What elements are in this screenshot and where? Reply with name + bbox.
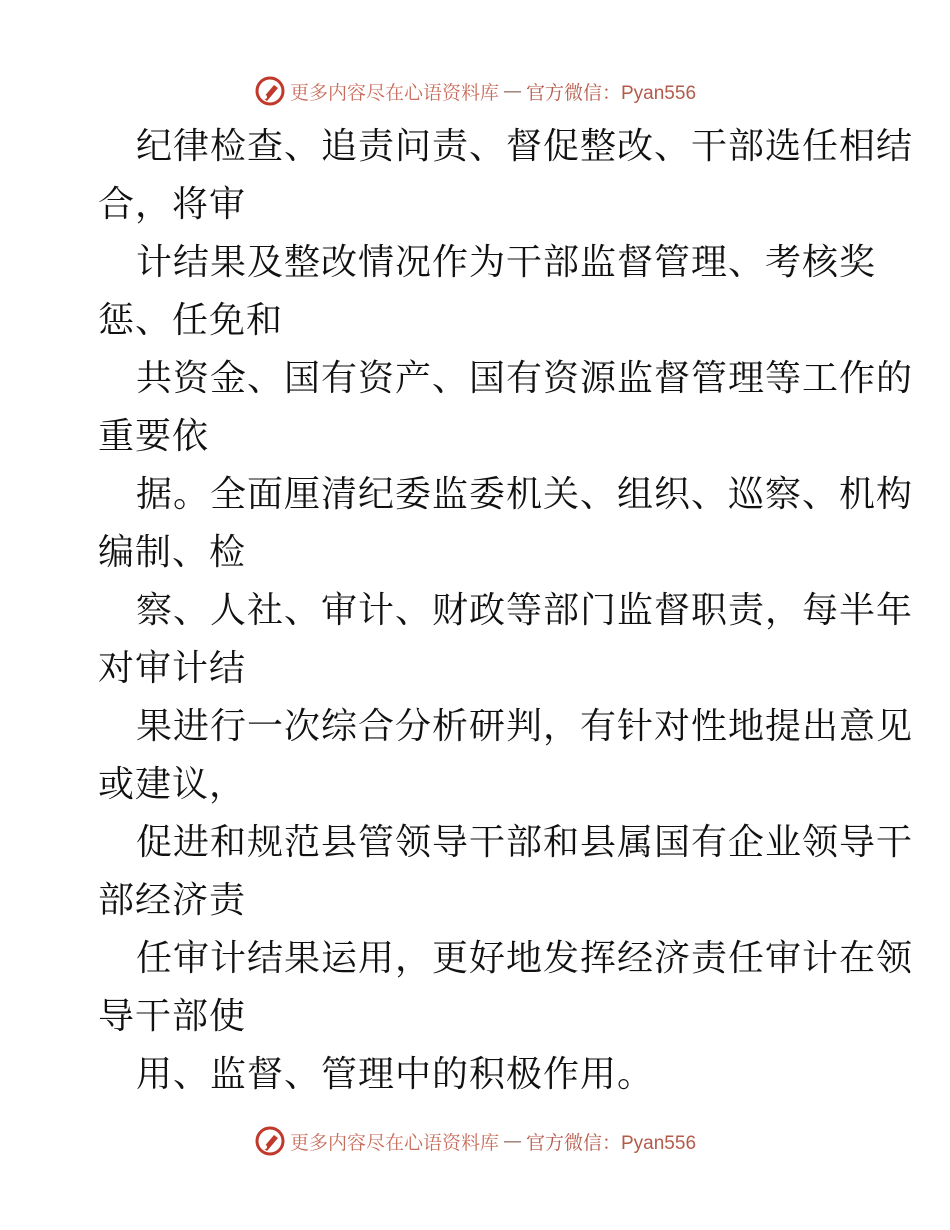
watermark-dash: — xyxy=(503,80,522,102)
watermark-contact: 官方微信：Pyan556 xyxy=(526,82,697,104)
pen-logo-icon xyxy=(254,75,286,107)
paragraph-line: 用、监督、管理中的积极作用。 xyxy=(136,1054,655,1095)
paragraph-line: 促进和规范县管领导干部和县属国有企业领导干 xyxy=(136,822,914,863)
paragraph-6 xyxy=(98,698,914,814)
pen-logo-icon xyxy=(254,1125,286,1157)
paragraph-line: 果进行一次综合分析研判，有针对性地提出意见 xyxy=(136,706,914,747)
paragraph-line: 对审计结 xyxy=(98,648,247,689)
paragraph-8 xyxy=(98,930,914,1046)
watermark-text: 更多内容尽在心语资料库 xyxy=(289,81,499,104)
paragraph-line: 任审计结果运用，更好地发挥经济责任审计在领 xyxy=(136,938,914,979)
watermark-dash: — xyxy=(503,1130,522,1152)
paragraph-9 xyxy=(98,1046,858,1104)
document-body xyxy=(98,118,914,1104)
paragraph-line: 导干部使 xyxy=(98,996,247,1037)
paragraph-4 xyxy=(98,466,914,582)
paragraph-line: 或建议， xyxy=(98,764,247,805)
watermark-contact: 官方微信：Pyan556 xyxy=(526,1132,697,1154)
paragraph-7 xyxy=(98,814,914,930)
paragraph-line: 纪律检查、追责问责、督促整改、干部选任相结 xyxy=(136,126,914,167)
paragraph-line: 察、人社、审计、财政等部门监督职责，每半年 xyxy=(136,590,914,631)
paragraph-line: 据。全面厘清纪委监委机关、组织、巡察、机构 xyxy=(136,474,914,515)
paragraph-3 xyxy=(98,350,914,466)
paragraph-line: 共资金、国有资产、国有资源监督管理等工作的 xyxy=(136,358,914,399)
paragraph-line: 重要依 xyxy=(98,416,210,457)
paragraph-line: 惩、任免和 xyxy=(98,300,284,341)
header-watermark xyxy=(0,74,950,108)
footer-watermark xyxy=(0,1124,950,1158)
paragraph-5 xyxy=(98,582,914,698)
paragraph-line: 计结果及整改情况作为干部监督管理、考核奖 xyxy=(136,242,877,283)
paragraph-1 xyxy=(98,118,914,234)
paragraph-line: 合，将审 xyxy=(98,184,247,225)
paragraph-line: 部经济责 xyxy=(98,880,247,921)
paragraph-line: 编制、检 xyxy=(98,532,247,573)
watermark-text: 更多内容尽在心语资料库 xyxy=(289,1131,499,1154)
paragraph-2 xyxy=(98,234,877,350)
